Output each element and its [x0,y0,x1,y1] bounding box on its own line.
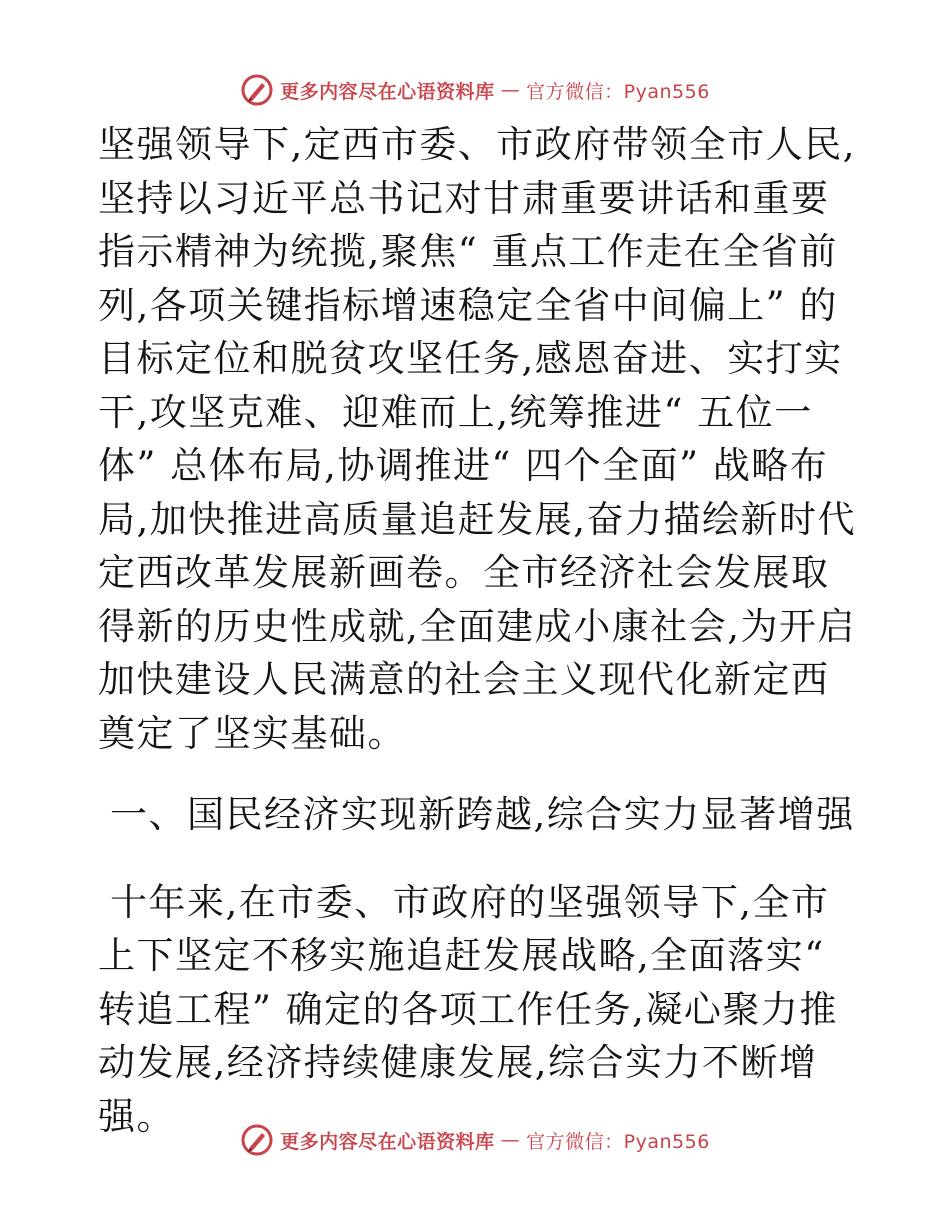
section-heading: 一、国民经济实现新跨越,综合实力显著增强 [110,793,855,836]
watermark-site-name: 更多内容尽在心语资料库 [280,1130,495,1153]
pen-nib-circle-icon [240,1123,274,1157]
watermark-contact: 官方微信：Pyan556 [526,1130,710,1153]
footer-watermark [0,1122,950,1158]
paragraph-1: 坚强领导下,定西市委、市政府带领全市人民,坚持以习近平总书记对甘肃重要讲话和重要指示精神为统揽,聚焦“ 重点工作走在全省前列,各项关键指标增速稳定全省中间偏上” 的目标定位和脱贫攻坚任务,感恩奋进、实打实干,攻坚克难、迎难而上,统筹推进“ 五位一体” 总体布局,协调推进“ 四个全面” 战略布局,加快推进高质量追赶发展,奋力描绘新时代定西改革发展新画卷。全市经济社会发展取得新的历史性成就,全面建成小康社会,为开启加快建设人民满意的社会主义现代化新定西奠定了坚实基础。 [98,123,857,755]
watermark-separator: — [500,79,521,101]
document-body [98,118,858,1143]
paragraph-2: 十年来,在市委、市政府的坚强领导下,全市上下坚定不移实施追赶发展战略,全面落实“ 转追工程” 确定的各项工作任务,凝心聚力推动发展,经济持续健康发展,综合实力不断增强。 [98,880,838,1138]
watermark-site-name: 更多内容尽在心语资料库 [280,80,495,103]
watermark-contact: 官方微信：Pyan556 [526,80,710,103]
watermark-separator: — [500,1129,521,1151]
pen-nib-circle-icon [240,73,274,107]
header-watermark [0,72,950,108]
